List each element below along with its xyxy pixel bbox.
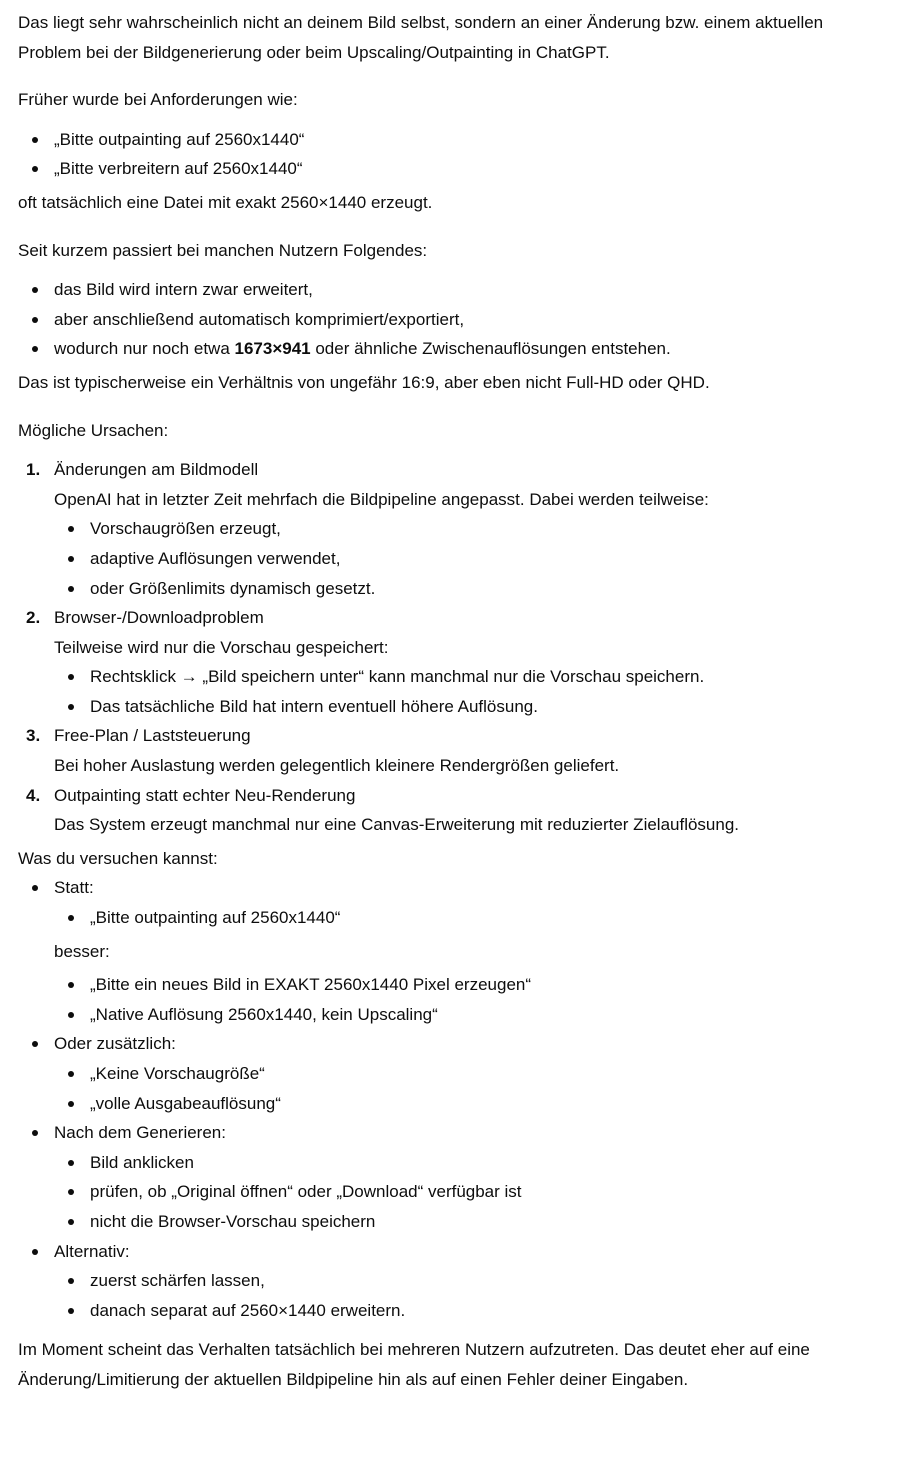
item-label: Nach dem Generieren: [54,1123,226,1143]
resolution-value: 1673×941 [234,339,311,359]
item-text: Das System erzeugt manchmal nur eine Canvas-Erweiterung mit reduzierter Zielauflösung. [54,815,740,835]
list-item: „Bitte outpainting auf 2560x1440“ [54,903,882,933]
item-text: OpenAI hat in letzter Zeit mehrfach die Bildpipeline angepasst. Dabei werden teilweise: [54,489,709,509]
ursache-item [18,603,882,721]
item-title: Free-Plan / Laststeuerung [54,726,251,746]
list-item: „Keine Vorschaugröße“ [54,1059,882,1089]
list-item: „Native Auflösung 2560x1440, kein Upscaling“ [54,1000,882,1030]
list-item [18,1029,882,1118]
frueher-after: oft tatsächlich eine Datei mit exakt 2560×1440 erzeugt. [18,192,433,212]
item-label: Alternativ: [54,1241,130,1261]
list-item: prüfen, ob „Original öffnen“ oder „Download“ verfügbar ist [54,1177,882,1207]
sub-list [54,903,882,933]
list-item: „volle Ausgabeauflösung“ [54,1089,882,1119]
item-number: 1. [26,460,41,480]
item-label: Oder zusätzlich: [54,1034,176,1054]
besser-label: besser: [54,941,110,961]
ursache-item [18,781,882,840]
list-item: adaptive Auflösungen verwendet, [54,544,882,574]
list-item: Bild anklicken [54,1148,882,1178]
item-label: Statt: [54,878,94,898]
closing-paragraph: Im Moment scheint das Verhalten tatsächlich bei mehreren Nutzern aufzutreten. Das deutet eher auf eine Änderung/Limitierung der aktuellen Bildpipeline hin als auf einen Fehler deiner Eingaben. [18,1340,810,1389]
seit-after: Das ist typischerweise ein Verhältnis von ungefähr 16:9, aber eben nicht Full-HD oder QHD. [18,372,710,392]
sub-list [54,1148,882,1237]
list-item: nicht die Browser-Vorschau speichern [54,1207,882,1237]
list-item [18,1118,882,1236]
frueher-lead: Früher wurde bei Anforderungen wie: [18,90,298,110]
item-title: Änderungen am Bildmodell [54,460,259,480]
ursache-item [18,721,882,780]
list-item: danach separat auf 2560×1440 erweitern. [54,1296,882,1326]
sub-list [54,662,882,721]
item-text: wodurch nur noch etwa [54,339,235,359]
list-item: „Bitte outpainting auf 2560x1440“ [18,125,882,155]
item-title: Outpainting statt echter Neu-Renderung [54,785,356,805]
list-item: zuerst schärfen lassen, [54,1266,882,1296]
seit-list [18,275,882,364]
list-item: Vorschaugrößen erzeugt, [54,514,882,544]
item-number: 2. [26,608,41,628]
ursache-item [18,455,882,603]
list-item: oder Größenlimits dynamisch gesetzt. [54,574,882,604]
ursachen-list [18,455,882,840]
sub-list [54,1059,882,1118]
list-item: das Bild wird intern zwar erweitert, [18,275,882,305]
list-item [18,1237,882,1326]
item-number: 4. [26,785,41,805]
sub-list [54,514,882,603]
intro-paragraph: Das liegt sehr wahrscheinlich nicht an deinem Bild selbst, sondern an einer Änderung bzw. einem aktuellen Problem bei der Bildgenerierung oder beim Upscaling/Outpainting in ChatGPT. [18,13,824,62]
sub-list [54,1266,882,1325]
item-text: oder ähnliche Zwischenauflösungen entstehen. [310,339,671,359]
versuchen-lead: Was du versuchen kannst: [18,848,218,868]
list-item: aber anschließend automatisch komprimiert/exportiert, [18,305,882,335]
ursachen-lead: Mögliche Ursachen: [18,420,169,440]
versuchen-list [18,873,882,1325]
list-item: Rechtsklick → „Bild speichern unter“ kann manchmal nur die Vorschau speichern. [54,662,882,692]
frueher-list [18,125,882,184]
item-number: 3. [26,726,41,746]
item-title: Browser-/Downloadproblem [54,608,264,628]
item-text: Bei hoher Auslastung werden gelegentlich kleinere Rendergrößen geliefert. [54,756,620,776]
item-text: Teilweise wird nur die Vorschau gespeichert: [54,637,389,657]
sub-list [54,970,882,1029]
list-item [18,873,882,1029]
seit-lead: Seit kurzem passiert bei manchen Nutzern Folgendes: [18,240,428,260]
list-item: „Bitte ein neues Bild in EXAKT 2560x1440 Pixel erzeugen“ [54,970,882,1000]
list-item: „Bitte verbreitern auf 2560x1440“ [18,154,882,184]
list-item [18,334,882,364]
list-item: Das tatsächliche Bild hat intern eventuell höhere Auflösung. [54,692,882,722]
